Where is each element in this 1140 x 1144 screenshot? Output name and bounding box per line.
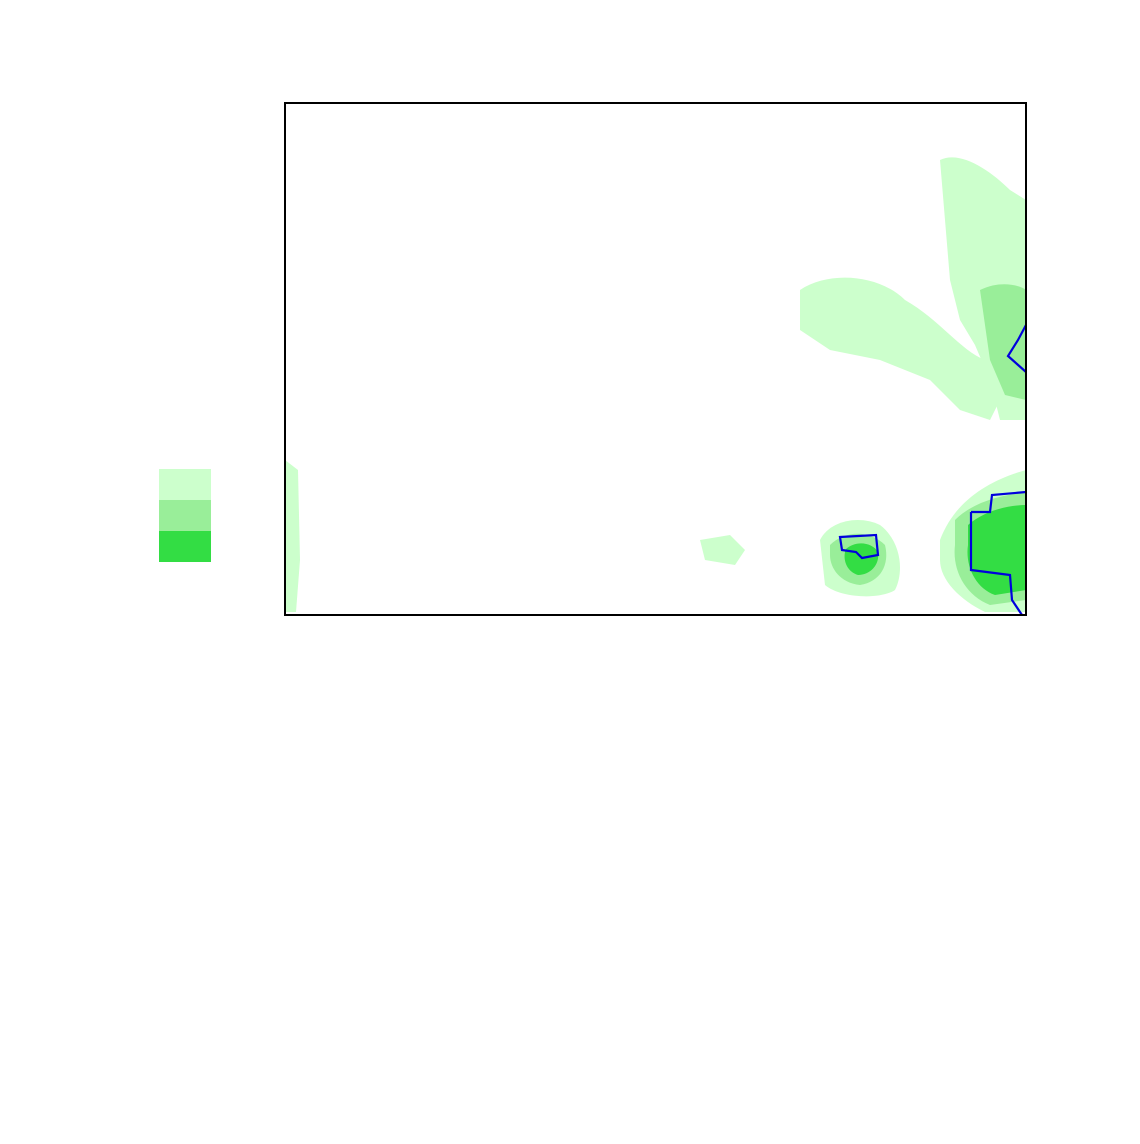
rh-90-swatch	[159, 531, 211, 562]
rh-70-region	[285, 460, 300, 612]
rh-legend	[159, 469, 211, 562]
cross-section-panel	[285, 103, 1026, 615]
rh-70-swatch	[159, 469, 211, 500]
rh-80-swatch	[159, 500, 211, 531]
